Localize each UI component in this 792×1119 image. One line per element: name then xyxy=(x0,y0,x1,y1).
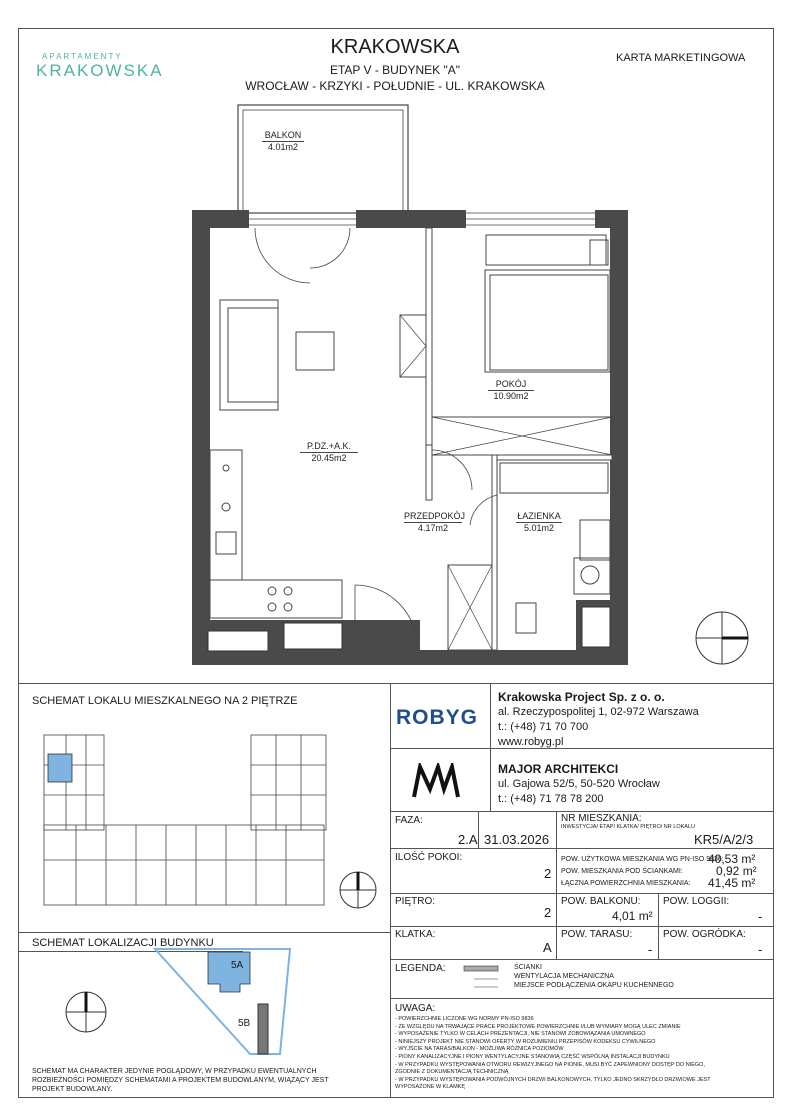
room-przedpokoj xyxy=(404,511,466,534)
note-item: - W PRZYPADKU WYSTĘPOWANIA PODWÓJNYCH DRZWI BALKONOWYCH, TYLKO JEDNO SKRZYDŁO DRZWIOWE JEST WYPOSAŻONE W KLAMKĘ xyxy=(395,1076,711,1091)
pow-uzytkowa-label: POW. UŻYTKOWA MIESZKANIA WG PN-ISO 9836: xyxy=(561,856,724,863)
room-lazienka-area: 5.01m2 xyxy=(523,523,555,533)
notes-title: UWAGA: xyxy=(395,1003,436,1014)
building-5b-label: 5B xyxy=(238,1018,251,1029)
note-item: - WYPOSAŻENIE TYLKO W CELACH PREZENTACJI, NIE STANOWI ZOBOWIĄZANIA UMOWNEGO xyxy=(395,1031,646,1038)
architect-address: ul. Gajowa 52/5, 50-520 Wrocław xyxy=(498,778,660,790)
architect-info xyxy=(498,762,660,807)
room-dzienny-name: P.DZ.+A.K. xyxy=(300,441,358,453)
note-item: - PIONY KANALIZACYJNE I PIONY WENTYLACYJNE STANOWIĄ CZĘŚĆ WSPÓLNĄ INSTALACJI BUDYNKU xyxy=(395,1053,670,1060)
logo-main-text: KRAKOWSKA xyxy=(36,61,164,80)
developer-info xyxy=(498,690,699,750)
logo-top-text: APARTAMENTY xyxy=(42,52,123,61)
subtitle-stage: ETAP V - BUDYNEK "A" xyxy=(329,63,461,77)
pow-laczna-label: ŁĄCZNA POWIERZCHNIA MIESZKANIA: xyxy=(561,880,691,887)
pow-pod-label: POW. MIESZKANIA POD ŚCIANKAMI: xyxy=(561,868,683,875)
major-architekci-logo-icon xyxy=(410,763,462,799)
balkon-value: 4,01 m² xyxy=(612,909,653,923)
pietro-label: PIĘTRO: xyxy=(395,896,436,907)
room-lazienka-name: ŁAZIENKA xyxy=(517,511,561,521)
card-type: KARTA MARKETINGOWA xyxy=(616,52,746,64)
header-titles xyxy=(200,36,590,93)
nr-value: KR5/A/2/3 xyxy=(694,832,754,847)
note-item: - NINIEJSZY PROJEKT NIE STANOWI OFERTY W ROZUMIENIU PRZEPISÓW KODEKSU CYWILNEGO xyxy=(395,1038,656,1045)
pow-pod-value: 0,92 m² xyxy=(716,864,757,878)
north-arrow-small-icon xyxy=(338,870,378,910)
note-item: - WYJŚCIE NA TARAS/BALKON - MOŻLIWA RÓŻNICA POZIOMÓW xyxy=(395,1046,564,1053)
brand-logo xyxy=(36,52,176,81)
note-item: - POWIERZCHNIE LICZONE WG NORMY PN-ISO 9836 xyxy=(395,1016,534,1022)
robyg-logo: ROBYG xyxy=(396,706,479,729)
room-przedpokoj-name: PRZEDPOKÓJ xyxy=(404,511,466,521)
floor-plan xyxy=(180,95,640,675)
nr-sub: INWESTYCJA/ ETAP/ KLATKA/ PIĘTRO/ NR LOKALU xyxy=(561,824,695,830)
room-balkon-name: BALKON xyxy=(262,130,304,142)
building-location-map xyxy=(150,944,300,1064)
subtitle-location: WROCŁAW - KRZYKI - POŁUDNIE - UL. KRAKOWSKA xyxy=(245,79,545,93)
ogrodek-label: POW. OGRÓDKA: xyxy=(663,929,746,940)
nr-label: NR MIESZKANIA: xyxy=(561,813,642,824)
legend-items xyxy=(514,963,674,990)
note-item: - ZE WZGLĘDU NA TRWAJĄCE PRACE PROJEKTOWE POWIERZCHNIE I/LUB WYMIARY MOGĄ ULEC ZMIANIE xyxy=(395,1023,681,1030)
loggia-label: POW. LOGGII: xyxy=(663,896,730,907)
pokoi-value: 2 xyxy=(544,866,552,881)
north-arrow-location-icon xyxy=(64,990,108,1034)
legend-symbols-icon xyxy=(462,964,502,994)
pow-laczna-value: 41,45 m² xyxy=(708,876,756,890)
room-dzienny-area: 20.45m2 xyxy=(311,453,347,463)
architect-name: MAJOR ARCHITEKCI xyxy=(498,762,619,776)
room-pokoj xyxy=(488,379,534,402)
architect-phone: t.: (+48) 71 78 78 200 xyxy=(498,793,604,805)
balcony-outline xyxy=(238,105,408,213)
schemat-lokalu-title: SCHEMAT LOKALU MIESZKALNEGO NA 2 PIĘTRZE xyxy=(32,695,298,707)
legend-walls: ŚCIANKI xyxy=(514,964,543,971)
room-balkon-area: 4.01m2 xyxy=(267,142,299,152)
building-5a-label: 5A xyxy=(231,960,244,971)
room-balkon xyxy=(262,130,304,153)
klatka-value: A xyxy=(543,940,552,955)
pokoi-label: ILOŚĆ POKOI: xyxy=(395,852,463,863)
developer-address: al. Rzeczypospolitej 1, 02-972 Warszawa xyxy=(498,706,699,718)
outer-walls xyxy=(192,210,628,665)
room-dzienny xyxy=(300,441,358,464)
faza-label: FAZA: xyxy=(395,815,423,826)
room-przedpokoj-area: 4.17m2 xyxy=(417,523,449,533)
floor-schematic xyxy=(36,730,336,915)
date-value: 31.03.2026 xyxy=(484,832,550,847)
room-lazienka xyxy=(516,511,562,534)
ogrodek-value: - xyxy=(758,942,763,957)
schemat-budynku-title: SCHEMAT LOKALIZACJI BUDYNKU xyxy=(32,937,214,949)
schemat-note: SCHEMAT MA CHARAKTER JEDYNIE POGLĄDOWY, W PRZYPADKU EWENTUALNYCH ROZBIEŻNOŚCI POMIĘDZY SCHEMATAMI A PROJEKTEM BUDOWLANYM, WIĄŻĄCY JEST PROJEKT BUDOWLANY. xyxy=(32,1068,329,1093)
taras-label: POW. TARASU: xyxy=(561,929,633,940)
room-pokoj-area: 10.90m2 xyxy=(493,391,529,401)
north-arrow-icon xyxy=(694,610,750,666)
note-item: - W PRZYPADKU WYSTĘPOWANIA OTWORU REWIZYJNEGO NA PIONIE, MUSI BYĆ ZAPEWNIONY DOSTĘP DO NIEGO, ZGODNIE Z DOKUMENTACJĄ TECHNICZNĄ xyxy=(395,1061,705,1076)
developer-web: www.robyg.pl xyxy=(498,736,564,748)
pietro-value: 2 xyxy=(544,905,552,920)
developer-phone: t.: (+48) 71 70 700 xyxy=(498,721,589,733)
room-pokoj-name: POKÓJ xyxy=(488,379,534,391)
balkon-label: POW. BALKONU: xyxy=(561,896,641,907)
klatka-label: KLATKA: xyxy=(395,929,436,940)
legend-title: LEGENDA: xyxy=(395,963,446,974)
legend-ventilation: WENTYLACJA MECHANICZNA xyxy=(514,973,614,980)
loggia-value: - xyxy=(758,909,763,924)
notes-list xyxy=(395,1016,725,1092)
faza-value: 2.A xyxy=(458,832,478,847)
legend-hood: MIEJSCE PODŁĄCZENIA OKAPU KUCHENNEGO xyxy=(514,982,674,989)
highlighted-apartment xyxy=(48,754,72,782)
developer-name: Krakowska Project Sp. z o. o. xyxy=(498,690,665,704)
pow-uzytkowa-value: 40,53 m² xyxy=(708,852,756,866)
page-title: KRAKOWSKA xyxy=(330,36,460,58)
taras-value: - xyxy=(648,942,653,957)
